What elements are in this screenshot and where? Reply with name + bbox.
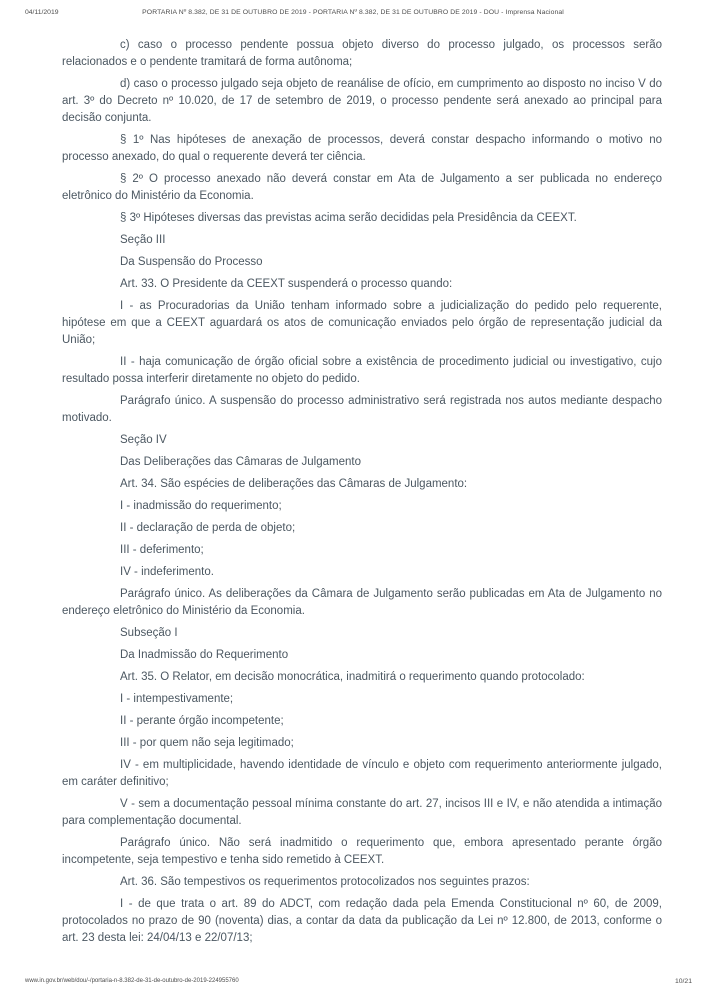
document-paragraph: II - perante órgão incompetente; bbox=[120, 715, 284, 727]
document-paragraph: § 1º Nas hipóteses de anexação de processos, deverá constar despacho informando o motivo no processo anexado, do qual o requerente deverá ter ciência. bbox=[62, 134, 662, 163]
document-paragraph: II - haja comunicação de órgão oficial sobre a existência de procedimento judicial ou investigativo, cujo resultado possa interferir diretamente no objeto do pedido. bbox=[62, 356, 662, 385]
footer-source-url: www.in.gov.br/web/dou/-/portaria-n-8.382-de-31-de-outubro-de-2019-224955760 bbox=[25, 978, 239, 984]
document-paragraph: Seção IV bbox=[120, 434, 167, 446]
document-paragraph: IV - em multiplicidade, havendo identidade de vínculo e objeto com requerimento anteriormente julgado, em caráter definitivo; bbox=[62, 759, 662, 788]
document-paragraph: Art. 35. O Relator, em decisão monocrática, inadmitirá o requerimento quando protocolado: bbox=[120, 671, 585, 683]
document-paragraph: d) caso o processo julgado seja objeto de reanálise de ofício, em cumprimento ao disposto no inciso V do art. 3º do Decreto nº 10.020, de 17 de setembro de 2019, o processo pendente será anexado ao principal para decisão conjunta. bbox=[62, 78, 662, 124]
document-paragraph: I - intempestivamente; bbox=[120, 693, 234, 705]
document-paragraph: Parágrafo único. A suspensão do processo administrativo será registrada nos autos mediante despacho motivado. bbox=[62, 395, 662, 424]
header-date: 04/11/2019 bbox=[25, 9, 59, 16]
document-paragraph: III - por quem não seja legitimado; bbox=[120, 737, 294, 749]
document-paragraph: IV - indeferimento. bbox=[120, 566, 214, 578]
document-paragraph: Art. 36. São tempestivos os requerimentos protocolizados nos seguintes prazos: bbox=[120, 876, 530, 888]
document-paragraph: Subseção I bbox=[120, 627, 178, 639]
document-paragraph: Parágrafo único. Não será inadmitido o requerimento que, embora apresentado perante órgão incompetente, seja tempestivo e tenha sido remetido à CEEXT. bbox=[62, 837, 662, 866]
document-paragraph: § 2º O processo anexado não deverá constar em Ata de Julgamento a ser publicada no endereço eletrônico do Ministério da Economia. bbox=[62, 173, 662, 202]
page-header bbox=[0, 0, 706, 31]
footer-page-number: 10/21 bbox=[674, 978, 692, 985]
document-paragraph: I - de que trata o art. 89 do ADCT, com redação dada pela Emenda Constitucional nº 60, de 2009, protocolados no prazo de 90 (noventa) dias, a contar da data da publicação da Lei nº 12.800, de 2013, conforme o art. 23 desta lei: 24/04/13 e 22/07/13; bbox=[62, 898, 662, 944]
document-paragraph: § 3º Hipóteses diversas das previstas acima serão decididas pela Presidência da CEEXT. bbox=[120, 212, 577, 224]
document-paragraph: Art. 33. O Presidente da CEEXT suspenderá o processo quando: bbox=[120, 278, 453, 290]
document-paragraph: I - inadmissão do requerimento; bbox=[120, 500, 282, 512]
document-paragraph: Da Suspensão do Processo bbox=[120, 256, 263, 268]
document-paragraph: I - as Procuradorias da União tenham informado sobre a judicialização do pedido pelo requerente, hipótese em que a CEEXT aguardará os atos de comunicação enviados pelo órgão de representação judicial da União; bbox=[62, 300, 662, 346]
document-paragraph: Seção III bbox=[120, 234, 166, 246]
document-paragraph: Da Inadmissão do Requerimento bbox=[120, 649, 289, 661]
document-paragraph: Parágrafo único. As deliberações da Câmara de Julgamento serão publicadas em Ata de Julgamento no endereço eletrônico do Ministério da Economia. bbox=[62, 588, 662, 617]
document-paragraph: V - sem a documentação pessoal mínima constante do art. 27, incisos III e IV, e não atendida a intimação para complementação documental. bbox=[62, 798, 662, 827]
document-paragraph: Das Deliberações das Câmaras de Julgamento bbox=[120, 456, 361, 468]
document-paragraph: c) caso o processo pendente possua objeto diverso do processo julgado, os processos serão relacionados e o pendente tramitará de forma autônoma; bbox=[62, 39, 662, 68]
page-footer bbox=[0, 978, 706, 990]
header-document-title: PORTARIA Nº 8.382, DE 31 DE OUTUBRO DE 2019 - PORTARIA Nº 8.382, DE 31 DE OUTUBRO DE 2019 - DOU - Imprensa Nacional bbox=[142, 9, 564, 16]
document-body bbox=[62, 37, 662, 947]
document-paragraph: II - declaração de perda de objeto; bbox=[120, 522, 296, 534]
document-paragraph: Art. 34. São espécies de deliberações das Câmaras de Julgamento: bbox=[120, 478, 468, 490]
document-paragraph: III - deferimento; bbox=[120, 544, 204, 556]
